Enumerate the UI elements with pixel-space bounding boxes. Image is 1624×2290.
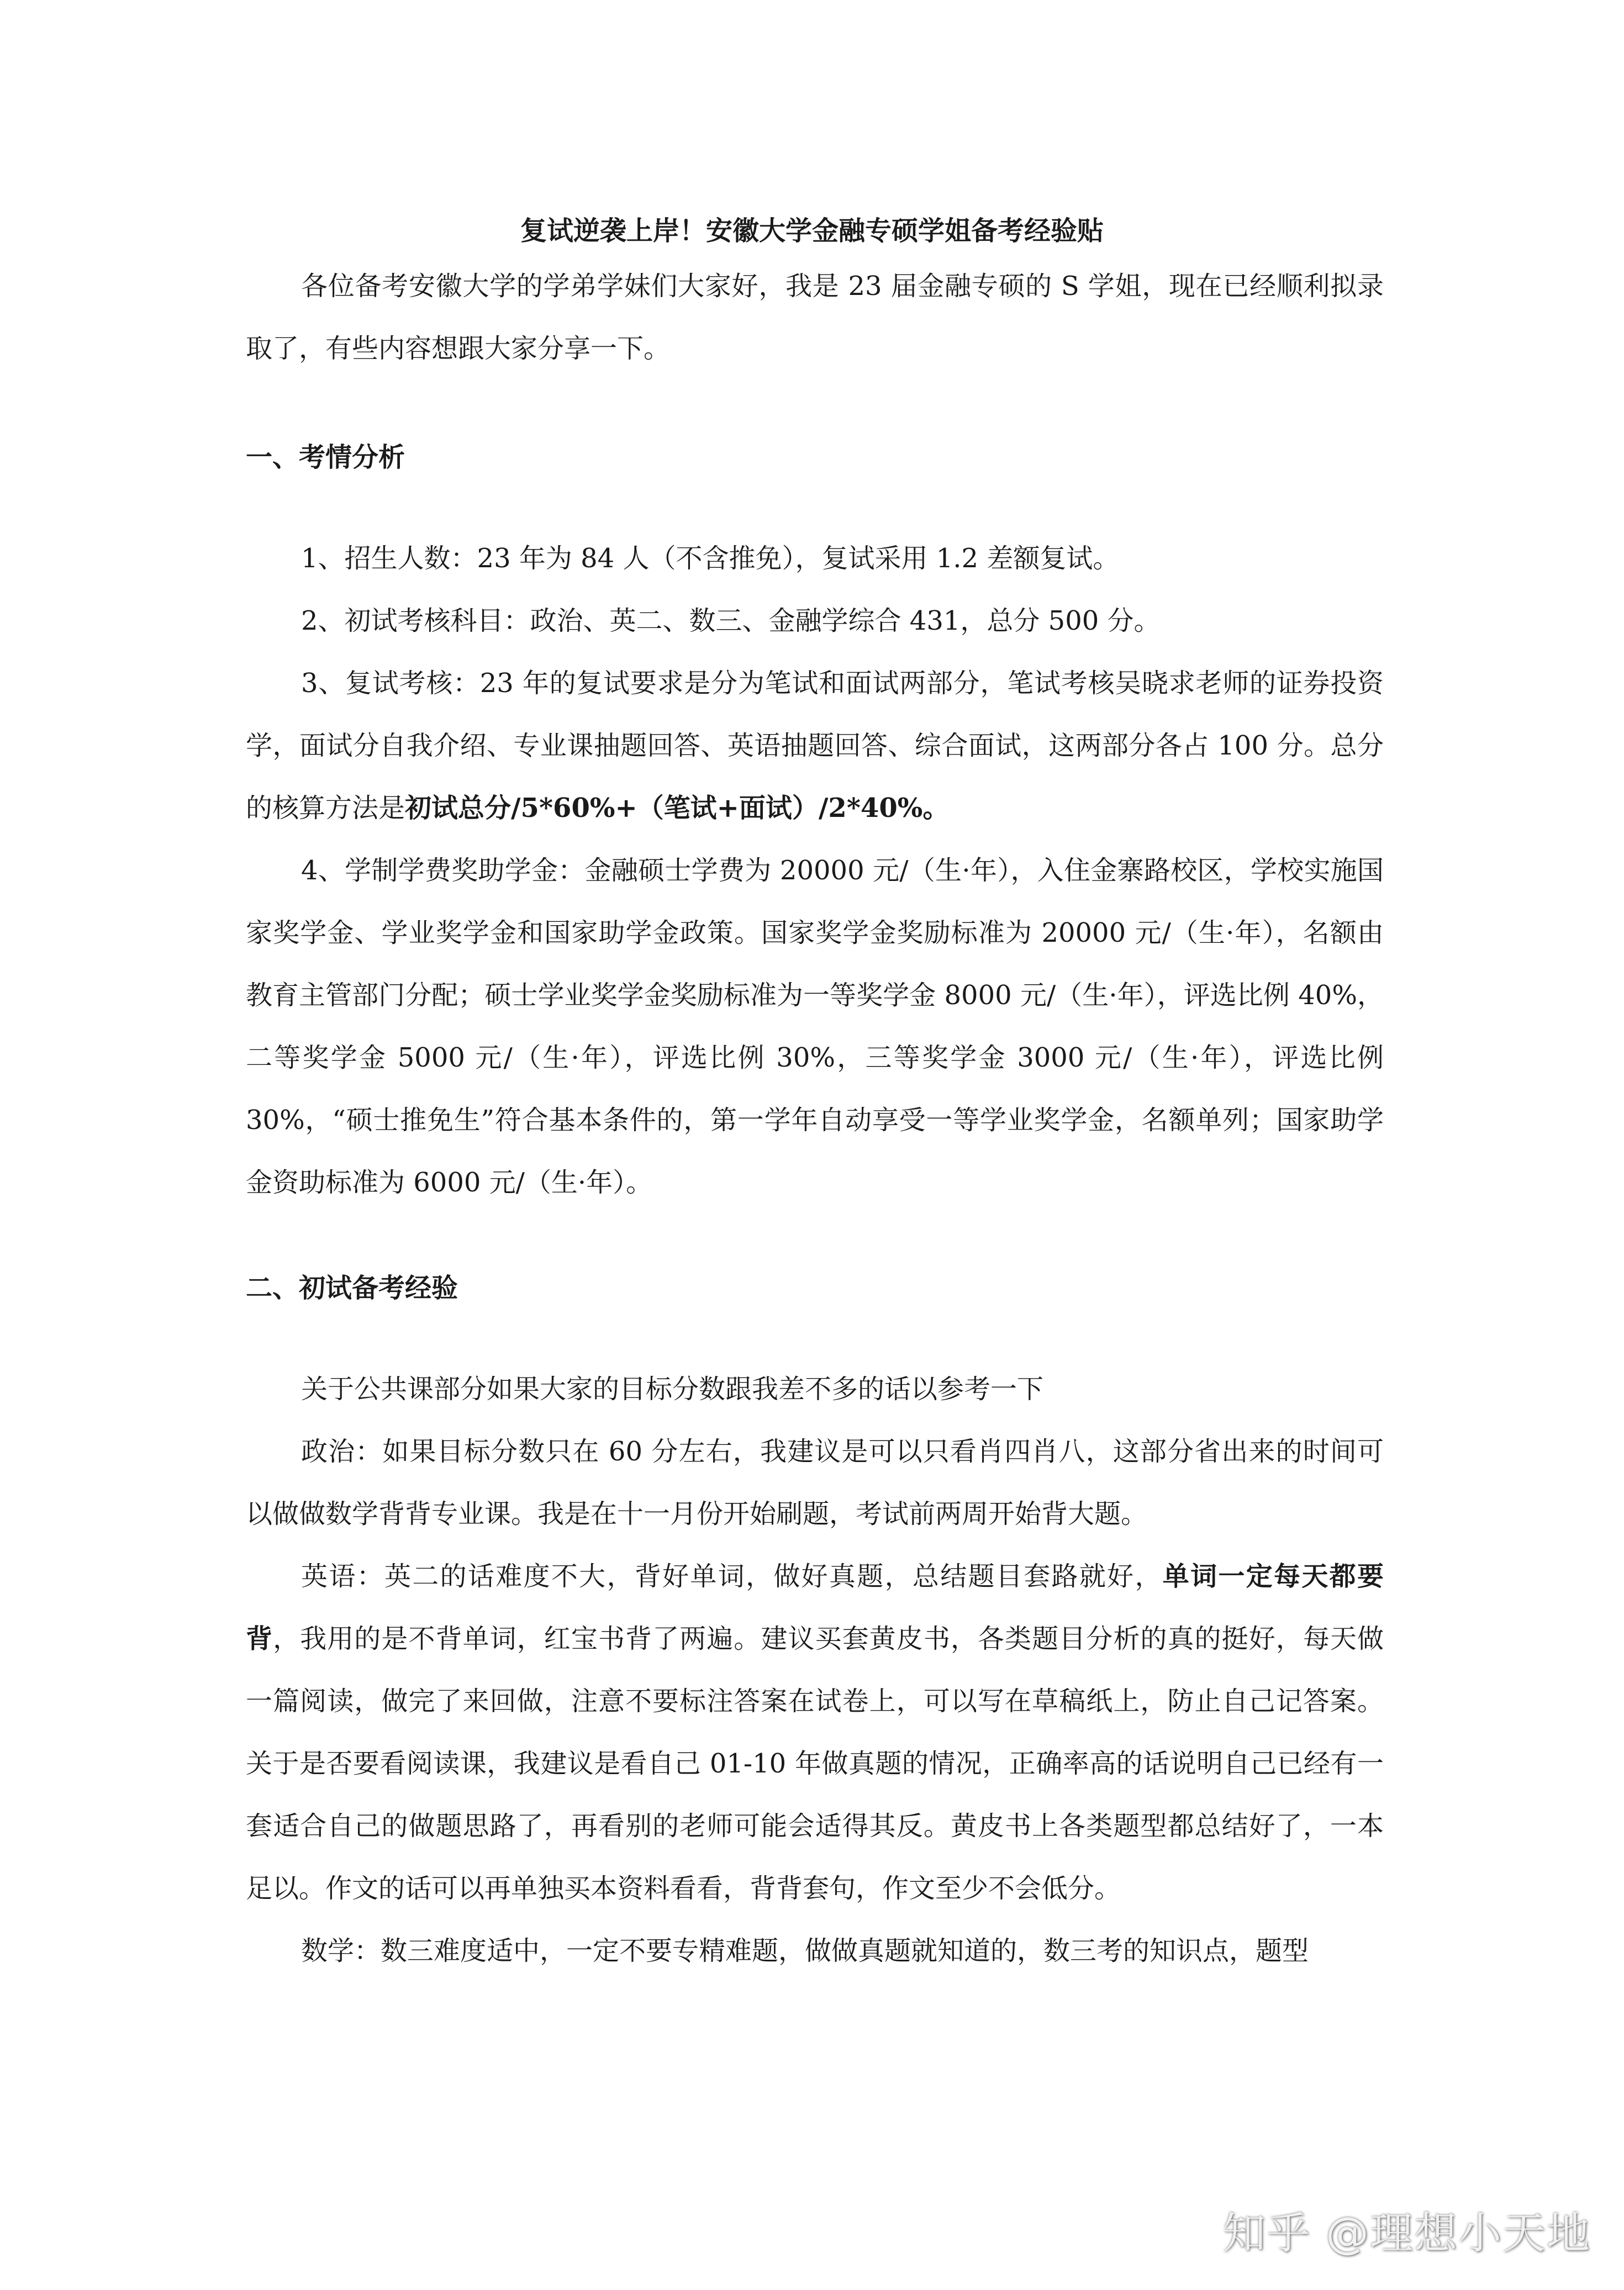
politics-paragraph: 政治：如果目标分数只在 60 分左右，我建议是可以只看肖四肖八，这部分省出来的时间可以做做数学背背专业课。我是在十一月份开始刷题，考试前两周开始背大题。 (246, 1436, 1384, 1529)
tuition-scholarship-item: 4、学制学费奖助学金：金融硕士学费为 20000 元/（生·年），入住金寨路校区，学校实施国家奖学金、学业奖学金和国家助学金政策。国家奖学金奖励标准为 20000 元/（生·年），名额由教育主管部门分配；硕士学业奖学金奖励标准为一等奖学金 8000 元/（生·年），评选比例 40%，二等奖学金 5000 元/（生·年），评选比例 30%，三等奖学金 3000 元/（生·年），评选比例 30%，“硕士推免生”符合基本条件的，第一学年自动享受一等学业奖学金，名额单列；国家助学金资助标准为 6000 元/（生·年）。 (246, 855, 1384, 1198)
retest-item (246, 652, 1384, 840)
admission-count-item: 1、招生人数：23 年为 84 人（不含推免），复试采用 1.2 差额复试。 (301, 543, 1120, 574)
exam-analysis-block (246, 527, 1384, 1214)
page-title: 复试逆袭上岸！安徽大学金融专硕学姐备考经验贴 (520, 215, 1104, 246)
section-heading-prelim-experience: 二、初试备考经验 (246, 1273, 458, 1304)
prelim-experience-block (246, 1358, 1384, 1982)
english-text-start: 英语：英二的话难度不大，背好单词，做好真题，总结题目套路就好， (301, 1561, 1163, 1592)
exam-subjects-item: 2、初试考核科目：政治、英二、数三、金融学综合 431，总分 500 分。 (301, 605, 1161, 636)
intro-block (246, 255, 1384, 380)
score-formula: 初试总分/5*60%+（笔试+面试）/2*40%。 (405, 793, 950, 824)
english-paragraph (246, 1545, 1384, 1920)
math-paragraph: 数学：数三难度适中，一定不要专精难题，做做真题就知道的，数三考的知识点，题型 (301, 1935, 1309, 1966)
section-heading-exam-analysis: 一、考情分析 (246, 442, 405, 473)
public-course-intro: 关于公共课部分如果大家的目标分数跟我差不多的话以参考一下 (301, 1374, 1044, 1405)
english-text-rest: ，我用的是不背单词，红宝书背了两遍。建议买套黄皮书，各类题目分析的真的挺好，每天做一篇阅读，做完了来回做，注意不要标注答案在试卷上，可以写在草稿纸上，防止自己记答案。关于是否要看阅读课，我建议是看自己 01-10 年做真题的情况，正确率高的话说明自己已经有一套适合自己的做题思路了，再看别的老师可能会适得其反。黄皮书上各类题型都总结好了，一本足以。作文的话可以再单独买本资料看看，背背套句，作文至少不会低分。 (246, 1623, 1384, 1904)
retest-text: 3、复试考核：23 年的复试要求是分为笔试和面试两部分，笔试考核吴晓求老师的证券投资学，面试分自我介绍、专业课抽题回答、英语抽题回答、综合面试，这两部分各占 100 分。总分的核算方法是 (246, 668, 1384, 824)
english-emphasis: 单词一定每天都要背 (246, 1561, 1384, 1654)
zhihu-watermark: 知乎 @理想小天地 (1222, 2209, 1591, 2259)
intro-paragraph: 各位备考安徽大学的学弟学妹们大家好，我是 23 届金融专硕的 S 学姐，现在已经顺利拟录取了，有些内容想跟大家分享一下。 (246, 271, 1384, 364)
